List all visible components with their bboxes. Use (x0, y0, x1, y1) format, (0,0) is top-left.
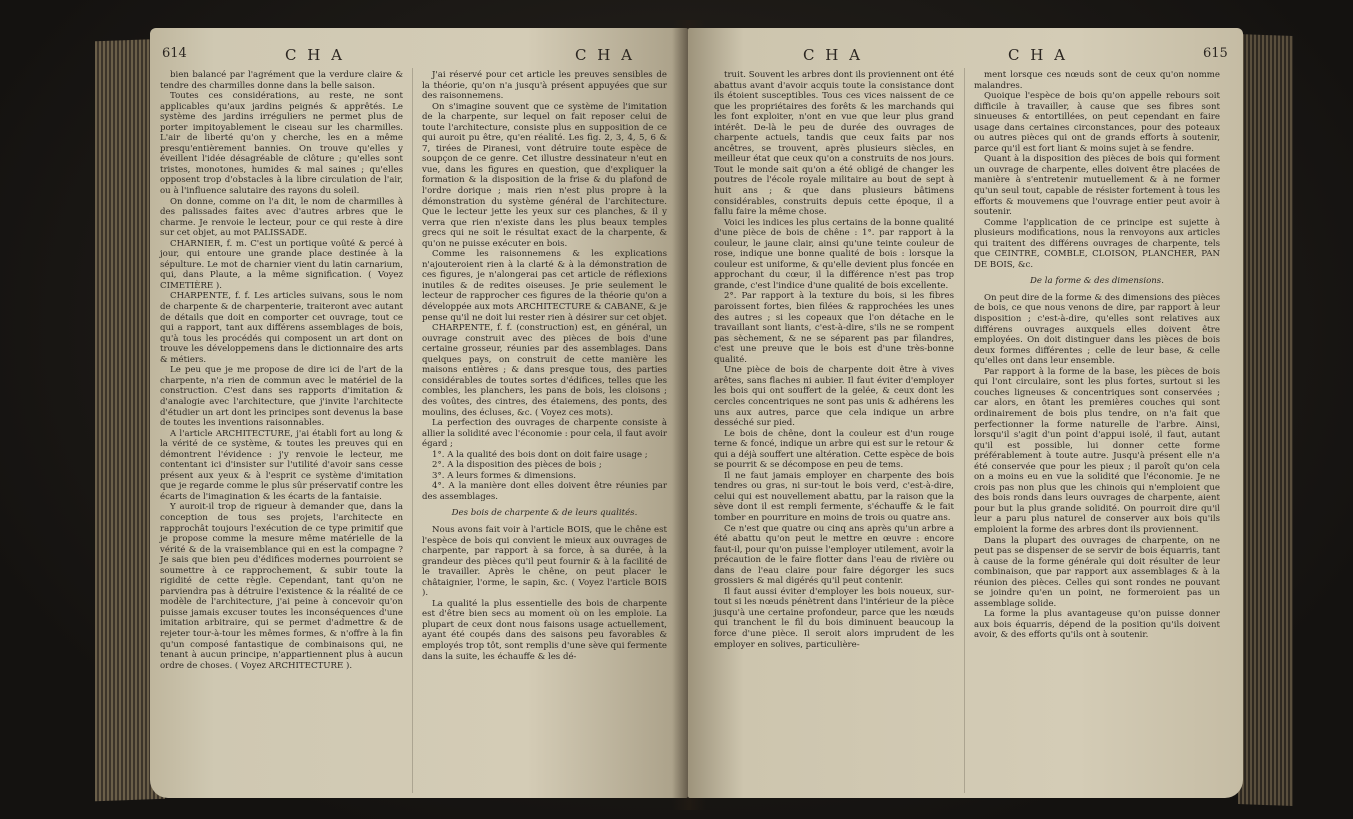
left-running-head-1: C H A (285, 46, 345, 64)
paragraph: 2°. Par rapport à la texture du bois, si les fibres paroissent fortes, bien filées & rapprochées les unes des autres ; si les copeaux que l'on détache en le travaillant sont liants, c'est-à-dire, s'ils ne se rompent pas sèchement, & ne se séparent pas par filandres, c'est une preuve que le bois est d'une très-bonne qualité. (714, 291, 954, 365)
left-page (150, 28, 688, 798)
right-running-head-2: C H A (1008, 46, 1068, 64)
paragraph: Comme l'application de ce principe est sujette à plusieurs modifications, nous la renvoyons aux articles qui traitent des différens ouvrages de charpente, tels que CEINTRE, COMBLE, CLOISON, PLANCHER, PAN DE BOIS, &c. (974, 217, 1220, 270)
paragraph: On peut dire de la forme & des dimensions des pièces de bois, ce que nous venons de dire, par rapport à leur disposition ; c'est-à-dire, qu'elles sont relatives aux différens ouvrages auxquels elles doivent être employées. On doit distinguer dans les pièces de bois deux formes différentes ; celle de leur base, & celle qu'elles ont dans leur ensemble. (974, 292, 1220, 367)
paragraph: On donne, comme on l'a dit, le nom de charmilles à des palissades faites avec d'autres arbres que le charme. Je renvoie le lecteur, pour ce qui reste à dire sur cet objet, au mot PALISSADE. (160, 196, 403, 239)
paragraph: Une pièce de bois de charpente doit être à vives arêtes, sans flaches ni aubier. Il faut éviter d'employer les bois qui ont souffert de la gelée, & ceux dont les cercles concentriques ne sont pas unis & adhérens les uns aux autres, parce que cela indique un arbre desséché sur pied. (714, 365, 954, 429)
left-column-2 (422, 70, 667, 662)
paragraph: CHARPENTE, f. f. (construction) est, en général, un ouvrage construit avec des pièces de bois d'une certaine grosseur, réunies par des assemblages. Dans quelques pays, on construit de cette manière les maisons entières ; & dans presque tous, des parties considérables de toutes sortes d'édifices, telles que les combles, les planchers, les pans de bois, les cloisons ; des voûtes, des cintres, des étaiemens, des ponts, des moulins, des écluses, &c. ( Voyez ces mots). (422, 323, 667, 418)
paragraph: J'ai réservé pour cet article les preuves sensibles de la théorie, qu'on n'a jusqu'à présent appuyées que sur des raisonnemens. (422, 70, 667, 102)
right-column-1 (714, 70, 954, 650)
section-heading: De la forme & des dimensions. (1030, 276, 1164, 287)
paragraph: A l'article ARCHITECTURE, j'ai établi fort au long & la vérité de ce système, & toutes les preuves qui en démontrent l'évidence : j'y renvoie le lecteur, me contentant ici d'insister sur l'utilité d'avoir sans cesse présent aux yeux & à l'esprit ce système d'imitation que je regarde comme le plus sûr préservatif contre les écarts de l'imagination & les écarts de la fantaisie. (160, 428, 403, 502)
left-column-1 (160, 70, 403, 671)
list-item: 1°. A la qualité des bois dont on doit faire usage ; (432, 449, 648, 460)
paragraph: truit. Souvent les arbres dont ils proviennent ont été abattus avant d'avoir acquis toute la consistance dont ils étoient susceptibles. Tous ces vices naissent de ce que les propriétaires des forêts & les marchands qui les font exploiter, n'ont en vue que leur plus grand intérêt. De-là le peu de durée des ouvrages de charpente actuels, tandis que ceux faits par nos ancêtres, se trouvent, après plusieurs siècles, en meilleur état que ceux qu'on a construits de nos jours. Tout le monde sait qu'on a été obligé de changer les poutres de l'école royale militaire au bout de sept à huit ans ; & que dans plusieurs bâtimens considérables, construits depuis cette époque, il a fallu faire la même chose. (714, 70, 954, 218)
paragraph: Par rapport à la forme de la base, les pièces de bois qui l'ont circulaire, sont les plus fortes, surtout si les couches ligneuses & concentriques sont conservées ; car alors, en ôtant les premières couches qui sont ordinairement de bois plus tendre, on n'a fait que perfectionner la forme naturelle de l'arbre. Ainsi, lorsqu'il s'agit d'un point d'appui isolé, il faut, autant qu'il est possible, lui donner cette forme préférablement à toute autre. Jusqu'à présent elle n'a été conservée que pour les pieux ; il paroît qu'on cela on a moins eu en vue la solidité que l'économie. Je ne crois pas non plus que les chinois qui n'emploient que des bois ronds dans leurs ouvrages de charpente, aient pour but la plus grande solidité. On pourroit dire qu'il leur a paru plus naturel de conserver aux bois qu'ils emploient la forme des arbres dont ils proviennent. (974, 366, 1220, 535)
paragraph: Dans la plupart des ouvrages de charpente, on ne peut pas se dispenser de se servir de bois équarris, tant à cause de la forme générale qui doit résulter de leur combinaison, que par rapport aux assemblages & à la réunion des pièces. Celles qui sont rondes ne pouvant se joindre qu'en un point, ne formeroient pas un assemblage solide. (974, 535, 1220, 609)
paragraph: Ce n'est que quatre ou cinq ans après qu'un arbre a été abattu qu'on peut le mettre en œuvre : encore faut-il, pour qu'on puisse l'employer utilement, avoir la précaution de le faire flotter dans l'eau de rivière ou dans de l'eau claire pour faire dégorger les sucs grossiers & mal digérés qu'il peut contenir. (714, 523, 954, 587)
column-divider (412, 68, 413, 793)
paragraph: Nous avons fait voir à l'article BOIS, que le chêne est l'espèce de bois qui convient le mieux aux ouvrages de charpente, par rapport à sa force, à sa durée, à la grandeur des pièces qu'il peut fournir & à la facilité de le travailler. Après le chêne, on peut placer le châtaignier, l'orme, le sapin, &c. ( Voyez l'article BOIS ). (422, 524, 667, 599)
paragraph: Comme les raisonnemens & les explications n'ajouteroient rien à la clarté & à la démonstration de ces figures, je n'alongerai pas cet article de réflexions inutiles & de redites oiseuses. Je prie seulement le lecteur de rapprocher ces figures de la théorie qu'on a développée aux mots ARCHITECTURE & CABANE, & je pense qu'il ne doit lui rester rien à désirer sur cet objet. (422, 249, 668, 323)
paragraph: ment lorsque ces nœuds sont de ceux qu'on nomme malandres. (974, 70, 1220, 91)
paragraph: bien balancé par l'agrément que la verdure claire & tendre des charmilles donne dans la belle saison. (160, 70, 403, 91)
paragraph: La forme la plus avantageuse qu'on puisse donner aux bois équarris, dépend de la position qu'ils doivent avoir, & des efforts qu'ils ont à soutenir. (974, 609, 1220, 641)
paragraph: Le peu que je me propose de dire ici de l'art de la charpente, n'a rien de commun avec le matériel de la construction. C'est dans ses rapports d'imitation & d'analogie avec l'architecture, que j'invite l'architecte d'étudier un art dont les principes sont devenus la base de toutes les inventions raisonnables. (160, 365, 403, 429)
right-page-number: 615 (1203, 46, 1228, 61)
section-heading: Des bois de charpente & de leurs qualités. (451, 508, 638, 519)
right-page-edges (1238, 34, 1293, 806)
paragraph: Le bois de chêne, dont la couleur est d'un rouge terne & foncé, indique un arbre qui est sur le retour & qui a déjà souffert une altération. Cette espèce de bois se pourrit & se décompose en peu de tems. (714, 428, 954, 471)
paragraph: La qualité la plus essentielle des bois de charpente est d'être bien secs au moment où on les emploie. La plupart de ceux dont nous faisons usage actuellement, ayant été coupés dans des saisons peu favorables & employés trop tôt, sont remplis d'une sève qui fermente dans la suite, les échauffe & les dé- (422, 598, 667, 662)
paragraph: CHARNIER, f. m. C'est un portique voûté & percé à jour, qui entoure une grande place destinée à la sépulture. Le mot de charnier vient du latin carnarium, qui, dans Plaute, a la même signification. ( Voyez CIMETIÈRE ). (160, 238, 403, 291)
paragraph: Quoique l'espèce de bois qu'on appelle rebours soit difficile à travailler, à cause que ses fibres sont sinueuses & entortillées, on peut cependant en faire usage dans certaines circonstances, pour des poteaux ou autres pièces qui ont de grands efforts à soutenir, parce qu'il est fort liant & moins sujet à se fendre. (974, 91, 1220, 154)
left-running-head-2: C H A (575, 46, 635, 64)
list-item: 3°. A leurs formes & dimensions. (432, 470, 577, 481)
left-page-number: 614 (162, 46, 187, 61)
paragraph: Y auroit-il trop de rigueur à demander que, dans la conception de tous ses projets, l'architecte en rapprochât toujours l'exécution de ce type primitif que je propose comme la mesure même matérielle de la vérité & de la vraisemblance qui en est la compagne ? Je sais que bien peu d'édifices modernes pourroient se soumettre à ce rapprochement, & subir toute la rigidité de cette règle. Cependant, tant qu'on ne parviendra pas à détruire l'existence & la réalité de ce modèle de l'architecture, j'ai peine à concevoir qu'on puisse jamais excuser toutes les inconséquences d'une imitation arbitraire, qui se permet d'admettre & de rejeter tour-à-tour les mêmes formes, & n'offre à la fin qu'un composé fantastique de combinaisons qui, ne tenant à aucun principe, n'appartiennent plus à aucun ordre de choses. ( Voyez ARCHITECTURE ). (160, 502, 403, 671)
paragraph: Quant à la disposition des pièces de bois qui forment un ouvrage de charpente, elles doivent être placées de manière à s'entretenir mutuellement & à ne former qu'un seul tout, capable de résister fortement à tous les efforts & mouvemens que l'ouvrage entier peut avoir à soutenir. (974, 154, 1220, 218)
right-running-head-1: C H A (803, 46, 863, 64)
paragraph: La perfection des ouvrages de charpente consiste à allier la solidité avec l'économie : pour cela, il faut avoir égard ; (422, 418, 667, 450)
right-column-2 (974, 70, 1220, 641)
paragraph: CHARPENTE, f. f. Les articles suivans, sous le nom de charpente & de charpenterie, traiteront avec autant de détails que doit en comporter cet ouvrage, tout ce qui a rapport, tant aux différens assemblages de bois, qu'à tous les procédés qui composent un art dont on trouve les développemens dans le dictionnaire des arts & métiers. (160, 291, 403, 365)
paragraph: On s'imagine souvent que ce système de l'imitation de la charpente, sur lequel on fait reposer celui de toute l'architecture, consiste plus en supposition de ce qui auroit pu être, qu'en réalité. Les fig. 2, 3, 4, 5, 6 & 7, tirées de Piranesi, vont détruire toute espèce de soupçon de ce genre. Cet illustre dessinateur n'eut en vue, dans les figures en question, que d'expliquer la formation & la disposition de la frise & du plafond de l'ordre dorique ; mais rien n'est plus propre à la démonstration du système général de l'architecture. Que le lecteur jette les yeux sur ces planches, & il y verra que rien n'existe dans les plus beaux temples grecs qui ne soit le résultat exact de la charpente, & qu'on ne puisse exécuter en bois. (422, 101, 667, 249)
paragraph: Voici les indices les plus certains de la bonne qualité d'une pièce de bois de chêne : 1°. par rapport à la couleur, le jaune clair, ainsi qu'une teinte couleur de rose, indique une bonne qualité de bois : lorsque la couleur est uniforme, & qu'elle devient plus foncée en approchant du cœur, il la différence n'est pas trop grande, c'est l'indice d'une qualité de bois excellente. (714, 217, 954, 291)
column-divider (964, 68, 965, 793)
list-item: 4°. A la manière dont elles doivent être réunies par des assemblages. (422, 481, 667, 502)
paragraph: Il ne faut jamais employer en charpente des bois tendres ou gras, ni sur-tout le bois verd, c'est-à-dire, celui qui est nouvellement abattu, par la raison que la sève dont il est rempli fermente, s'échauffe & le fait tomber en pourriture en moins de trois ou quatre ans. (714, 470, 954, 523)
paragraph: Toutes ces considérations, au reste, ne sont applicables qu'aux jardins peignés & apprêtés. Le système des jardins irréguliers ne permet plus de porter impitoyablement le ciseau sur les charmilles. L'air de liberté qu'on y cherche, les en a même presqu'entièrement bannies. On trouve qu'elles y éveillent l'idée désagréable de clôture ; qu'elles sont tristes, monotones, humides & mal saines ; qu'elles opposent trop d'obstacles à la libre circulation de l'air, ou à l'influence salutaire des rayons du soleil. (160, 91, 403, 197)
list-item: 2°. A la disposition des pièces de bois ; (432, 460, 602, 471)
right-page (688, 28, 1243, 798)
paragraph: Il faut aussi éviter d'employer les bois noueux, sur-tout si les nœuds pénètrent dans l'intérieur de la pièce jusqu'à une certaine profondeur, parce que les nœuds qui tranchent le fil du bois diminuent beaucoup la force d'une pièce. Il seroit alors imprudent de les employer en solives, particulière- (714, 586, 954, 650)
